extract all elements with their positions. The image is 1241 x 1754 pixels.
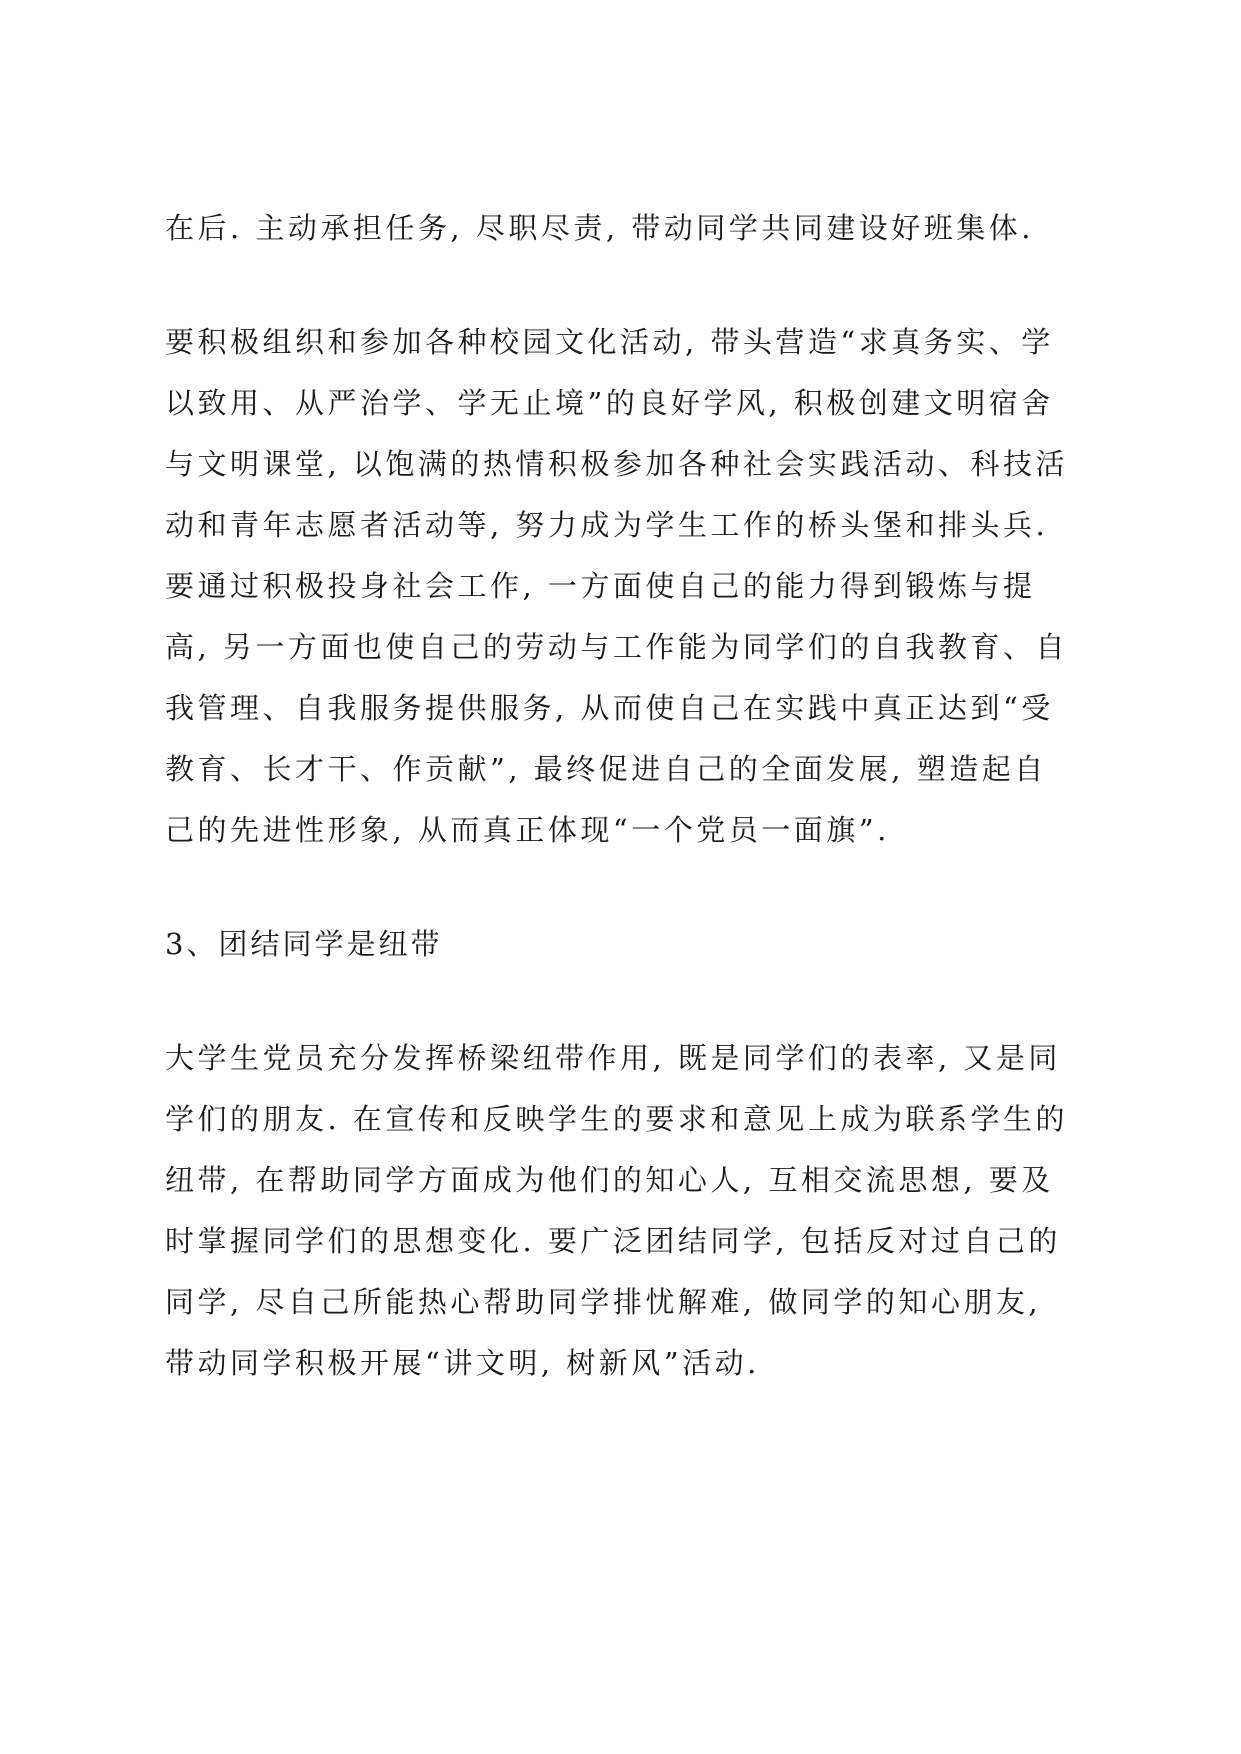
paragraph-line: 己的先进性形象, 从而真正体现“一个党员一面旗”. bbox=[165, 813, 890, 847]
section-heading: 3、团结同学是纽带 bbox=[165, 927, 443, 961]
paragraph-line: 教育、长才干、作贡献”, 最终促进自己的全面发展, 塑造起自 bbox=[165, 752, 1047, 786]
paragraph-line: 时掌握同学们的思想变化. 要广泛团结同学, 包括反对过自己的 bbox=[165, 1224, 1061, 1258]
paragraph-line: 高, 另一方面也使自己的劳动与工作能为同学们的自我教育、自 bbox=[165, 630, 1068, 664]
paragraph-line: 学们的朋友. 在宣传和反映学生的要求和意见上成为联系学生的 bbox=[165, 1102, 1068, 1136]
paragraph-line: 纽带, 在帮助同学方面成为他们的知心人, 互相交流思想, 要及 bbox=[165, 1163, 1054, 1197]
paragraph-line: 动和青年志愿者活动等, 努力成为学生工作的桥头堡和排头兵. bbox=[165, 508, 1049, 542]
paragraph-line: 在后. 主动承担任务, 尽职尽责, 带动同学共同建设好班集体. bbox=[165, 211, 1035, 245]
paragraph-line: 与文明课堂, 以饱满的热情积极参加各种社会实践活动、科技活 bbox=[165, 447, 1068, 481]
paragraph-line: 同学, 尽自己所能热心帮助同学排忧解难, 做同学的知心朋友, bbox=[165, 1285, 1042, 1319]
paragraph-line: 带动同学积极开展“讲文明, 树新风”活动. bbox=[165, 1346, 760, 1380]
paragraph-line: 要积极组织和参加各种校园文化活动, 带头营造“求真务实、学 bbox=[165, 325, 1054, 359]
paragraph-line: 以致用、从严治学、学无止境”的良好学风, 积极创建文明宿舍 bbox=[165, 386, 1054, 420]
paragraph-line: 大学生党员充分发挥桥梁纽带作用, 既是同学们的表率, 又是同 bbox=[165, 1041, 1061, 1075]
paragraph-line: 要通过积极投身社会工作, 一方面使自己的能力得到锻炼与提 bbox=[165, 569, 1036, 603]
paragraph-line: 我管理、自我服务提供服务, 从而使自己在实践中真正达到“受 bbox=[165, 691, 1054, 725]
